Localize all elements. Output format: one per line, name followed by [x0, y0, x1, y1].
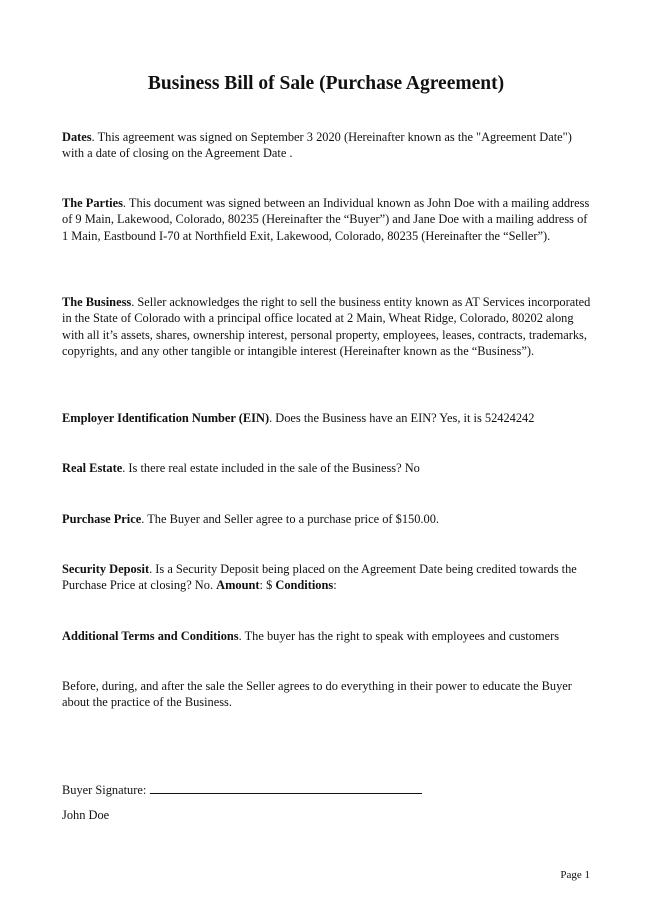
- business-text: . Seller acknowledges the right to sell the business entity known as AT Services incorporated in the State of Colorado with a principal office located at 2 Main, Wheat Ridge, Colorado, 80202 along with all it’s assets, shares, ownership interest, personal property, employees, leases, contracts, trademarks, copyrights, and any other tangible or intangible interest (Hereinafter known as the “Business”).: [62, 295, 591, 359]
- dates-text: . This agreement was signed on September 3 2020 (Hereinafter known as the "Agreement Date") with a date of closing on the Agreement Date .: [62, 130, 572, 161]
- buyer-name: John Doe: [62, 808, 110, 822]
- real-estate-heading: Real Estate: [62, 461, 123, 475]
- real-estate-paragraph: [62, 460, 596, 476]
- signature-line: [150, 783, 422, 794]
- dates-paragraph: [62, 129, 596, 162]
- amount-label: Amount: [216, 578, 260, 593]
- page-number: Page 1: [560, 869, 590, 881]
- security-deposit-paragraph: [62, 561, 596, 594]
- parties-paragraph: [62, 195, 596, 244]
- conditions-value: :: [333, 578, 337, 593]
- ein-text: . Does the Business have an EIN? Yes, it is 52424242: [269, 411, 535, 425]
- education-paragraph: Before, during, and after the sale the Seller agrees to do everything in their power to educate the Buyer about the practice of the Business.: [62, 679, 572, 710]
- amount-value: : $: [259, 578, 276, 593]
- additional-terms-paragraph: [62, 628, 596, 644]
- buyer-signature-label: Buyer Signature:: [62, 783, 147, 797]
- dates-heading: Dates: [62, 130, 92, 144]
- parties-heading: The Parties: [62, 196, 123, 210]
- additional-terms-heading: Additional Terms and Conditions: [62, 629, 239, 643]
- purchase-price-text: . The Buyer and Seller agree to a purchase price of $150.00.: [141, 512, 439, 526]
- security-deposit-heading: Security Deposit: [62, 562, 150, 576]
- real-estate-text: . Is there real estate included in the sale of the Business? No: [122, 461, 420, 475]
- business-heading: The Business: [62, 295, 132, 309]
- parties-text: . This document was signed between an Individual known as John Doe with a mailing address of 9 Main, Lakewood, Colorado, 80235 (Hereinafter the “Buyer”) and Jane Doe with a mailing address of 1 Main, Eastbound I-70 at Northfield Exit, Lakewood, Colorado, 80235 (Hereinafter the “Seller”).: [62, 196, 590, 243]
- ein-paragraph: [62, 410, 596, 426]
- purchase-price-paragraph: [62, 511, 596, 527]
- document-title: Business Bill of Sale (Purchase Agreement): [147, 73, 505, 94]
- security-deposit-text: . Is a Security Deposit being placed on the Agreement Date being credited towards the Purchase Price at closing? No.: [62, 562, 577, 593]
- additional-terms-text: . The buyer has the right to speak with employees and customers: [238, 629, 560, 643]
- purchase-price-heading: Purchase Price: [62, 512, 142, 526]
- conditions-label: Conditions: [275, 578, 334, 593]
- ein-heading: Employer Identification Number (EIN): [62, 411, 270, 425]
- business-paragraph: [62, 294, 596, 360]
- buyer-signature-row: [62, 782, 596, 798]
